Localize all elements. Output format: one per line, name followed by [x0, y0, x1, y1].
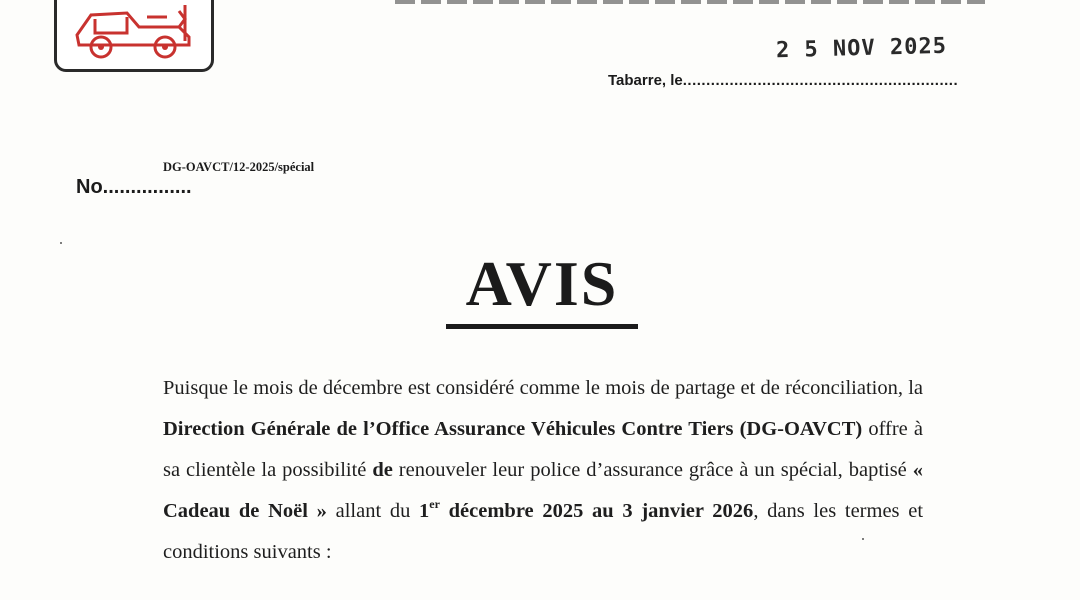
company-logo [54, 0, 214, 72]
paragraph-text-bold: de [372, 459, 393, 481]
header-strip-clipped [395, 0, 985, 4]
promotion-name: « Cadeau de Noël » [163, 459, 923, 522]
paragraph-text: Puisque le mois de décembre est considéré comme le mois de partage et de réconciliation, la [163, 377, 923, 399]
received-date-stamp: 2 5 NOV 2025 [775, 33, 948, 64]
organization-name: Direction Générale de l’Office Assurance Véhicules Contre Tiers (DG-OAVCT) [163, 418, 863, 440]
ordinal-suffix: er [429, 497, 440, 511]
paragraph-text: , dans les termes et conditions suivants : [163, 500, 924, 563]
paragraph-text: allant du [326, 500, 420, 522]
number-dots: ................ [102, 176, 192, 198]
promotion-dates: décembre 2025 au 3 janvier 2026 [448, 500, 754, 522]
notice-paragraph [163, 368, 923, 573]
paragraph-text: offre à sa clientèle la possibilité [163, 418, 924, 481]
number-label: No [76, 176, 103, 198]
title-block [446, 248, 638, 329]
scan-speck [60, 242, 62, 244]
page-title: AVIS [465, 248, 619, 319]
place-label: Tabarre, le [608, 72, 683, 89]
number-line [76, 176, 192, 199]
title-underline [446, 324, 638, 329]
place-date-dots: ........................................................... [682, 72, 959, 89]
vintage-car-logo-icon [67, 0, 207, 67]
reference-code: DG-OAVCT/12-2025/spécial [163, 160, 315, 174]
start-day: 1 [419, 500, 430, 522]
paragraph-text: renouveler leur police d’assurance grâce à un spécial, baptisé [392, 459, 913, 481]
place-date-line [608, 72, 958, 89]
